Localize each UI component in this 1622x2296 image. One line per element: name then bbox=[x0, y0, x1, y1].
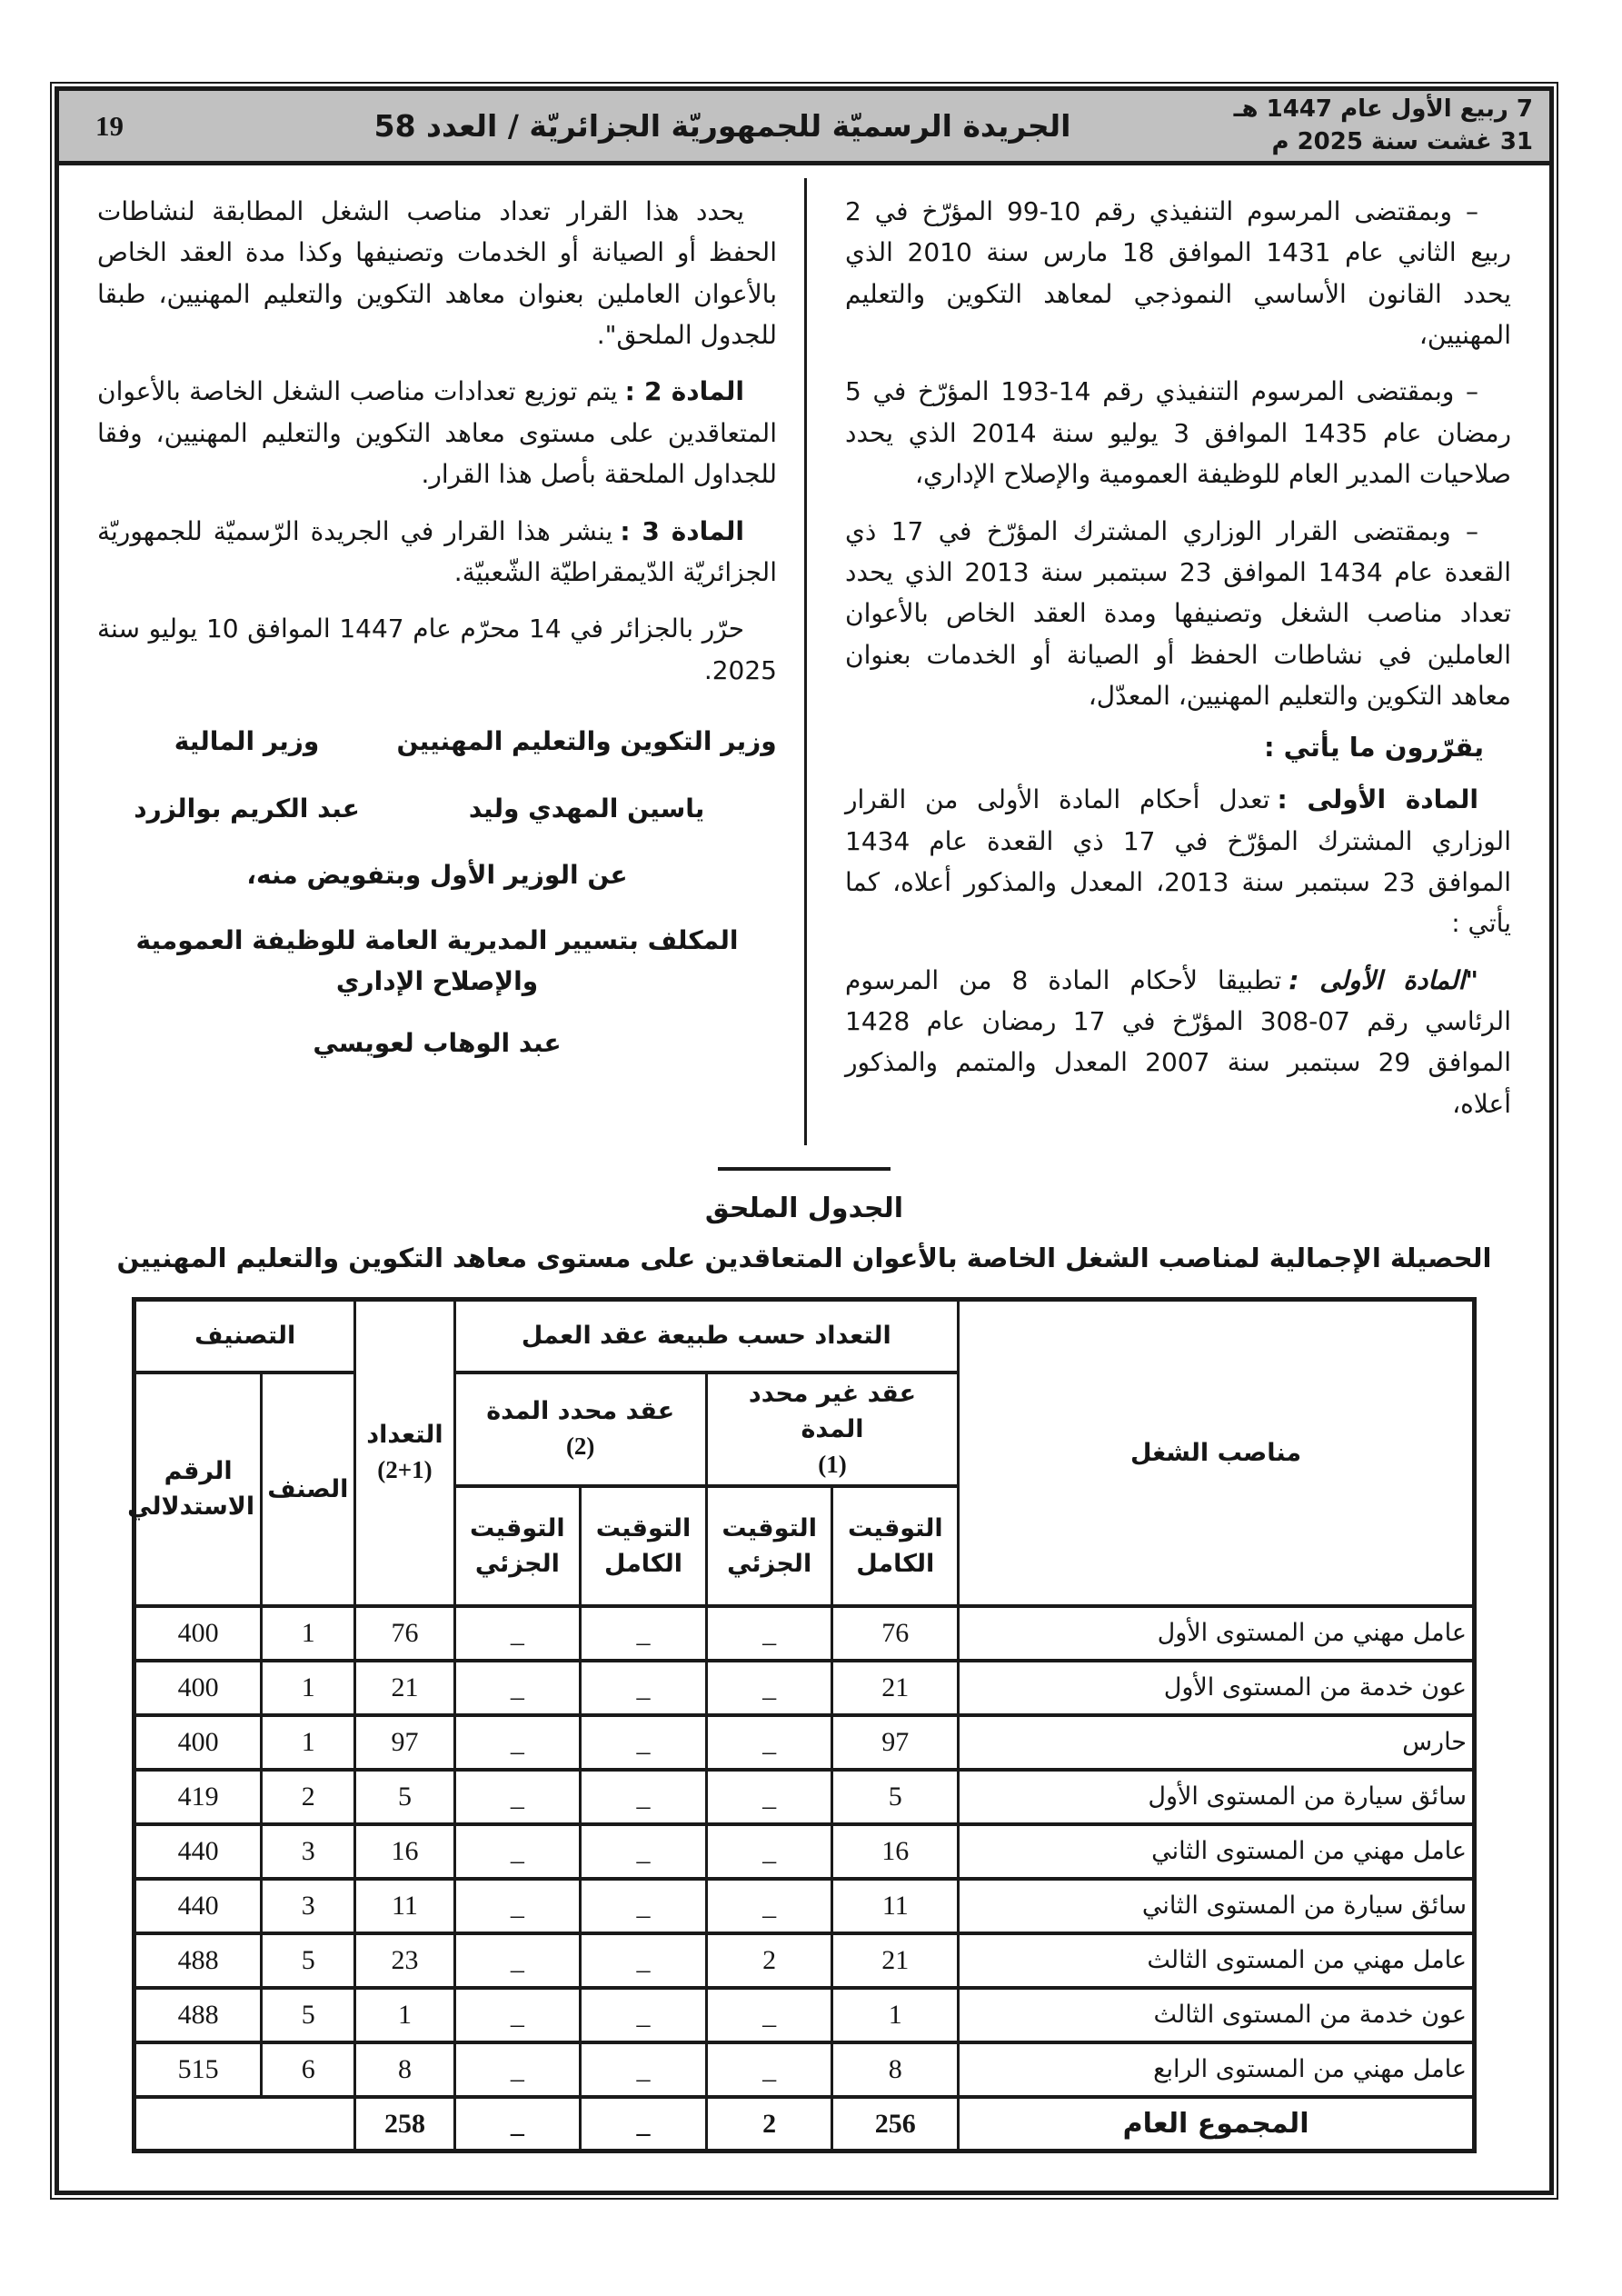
header-contract-indefinite: عقد غير محدد المدة (1) bbox=[706, 1373, 958, 1486]
total-pt2-cell: _ bbox=[454, 2097, 581, 2151]
pt2-cell: _ bbox=[454, 1715, 581, 1770]
table-row bbox=[134, 1661, 1475, 1715]
article-1-text: تعدل أحكام المادة الأولى من القرار الوزاري المشترك المؤرّخ في 17 ذي القعدة عام 1434 الموافق 23 سبتمبر سنة 2013، المعدل والمذكور أعلاه، كما يأتي : bbox=[845, 784, 1511, 939]
signed-at-paragraph: حرّر بالجزائر في 14 محرّم عام 1447 الموافق 10 يوليو سنة 2025. bbox=[97, 614, 777, 685]
quoted-article-paragraph bbox=[845, 960, 1511, 1124]
total-label-cell: المجموع العام bbox=[959, 2097, 1475, 2151]
quoted-article-label: "المادة الأولى : bbox=[1289, 964, 1479, 995]
category-cell: 6 bbox=[262, 2042, 355, 2097]
pt1-cell: _ bbox=[706, 1879, 832, 1933]
pt2-cell: _ bbox=[454, 1770, 581, 1824]
header-index-number: الرقم الاستدلالي bbox=[134, 1373, 262, 1606]
table-row bbox=[134, 1879, 1475, 1933]
job-cell: سائق سيارة من المستوى الثاني bbox=[959, 1879, 1475, 1933]
index-cell: 400 bbox=[134, 1661, 262, 1715]
article-separator bbox=[718, 1167, 891, 1171]
index-cell: 400 bbox=[134, 1606, 262, 1661]
decree-heading: يقرّرون ما يأتي : bbox=[1263, 732, 1484, 764]
ft2-cell: _ bbox=[581, 2042, 707, 2097]
pt2-cell: _ bbox=[454, 1988, 581, 2042]
ft2-cell: _ bbox=[581, 1933, 707, 1988]
annex-table-header bbox=[127, 1300, 1475, 1606]
pt2-cell: _ bbox=[454, 1606, 581, 1661]
header-count-by-contract: التعداد حسب طبيعة عقد العمل bbox=[454, 1300, 959, 1373]
minister-finance-name: عبد الكريم بوالزرد bbox=[134, 794, 360, 824]
table-row bbox=[134, 1770, 1475, 1824]
table-row bbox=[134, 1933, 1475, 1988]
pt1-cell: _ bbox=[706, 1661, 832, 1715]
job-cell: حارس bbox=[959, 1715, 1475, 1770]
article-2-label: المادة 2 : bbox=[624, 376, 744, 407]
date-gregorian: 31 غشت سنة 2025 م bbox=[1271, 127, 1533, 155]
header-category: الصنف bbox=[262, 1373, 355, 1606]
pt2-cell: _ bbox=[454, 1824, 581, 1879]
content-columns bbox=[59, 165, 1549, 1145]
category-cell: 5 bbox=[262, 1933, 355, 1988]
pt1-cell: _ bbox=[706, 1824, 832, 1879]
total-empty-cell bbox=[134, 2097, 355, 2151]
table-row bbox=[134, 1606, 1475, 1661]
page-frame bbox=[55, 86, 1554, 2195]
index-cell: 400 bbox=[134, 1715, 262, 1770]
job-cell: عامل مهني من المستوى الأول bbox=[959, 1606, 1475, 1661]
table-row bbox=[134, 1988, 1475, 2042]
minister-training-name: ياسين المهدي وليد bbox=[468, 794, 705, 824]
page-number: 19 bbox=[95, 109, 124, 142]
signature-names-row bbox=[97, 761, 777, 824]
visa-paragraph-2: – وبمقتضى المرسوم التنفيذي رقم 14-193 المؤرّخ في 5 رمضان عام 1435 الموافق 3 يوليو سنة 2014 الذي يحدد صلاحيات المدير العام للوظيفة العمومية والإصلاح الإداري، bbox=[845, 376, 1511, 490]
ft1-cell: 21 bbox=[832, 1933, 959, 1988]
minister-training-title: وزير التكوين والتعليم المهنيين bbox=[396, 725, 777, 756]
article-1-label: المادة الأولى : bbox=[1277, 784, 1479, 815]
ft2-cell: _ bbox=[581, 1606, 707, 1661]
article-1-continuation: يحدد هذا القرار تعداد مناصب الشغل المطابقة لنشاطات الحفظ أو الصيانة أو الخدمات وتصنيفها وكذا مدة العقد الخاص بالأعوان العاملين بعنوان معاهد التكوين والتعليم المهنيين، طبقا للجدول الملحق". bbox=[97, 196, 777, 351]
ft1-cell: 21 bbox=[832, 1661, 959, 1715]
ft1-cell: 1 bbox=[832, 1988, 959, 2042]
signature-titles-row bbox=[97, 722, 777, 761]
category-cell: 5 bbox=[262, 1988, 355, 2042]
ft2-cell: _ bbox=[581, 1824, 707, 1879]
category-cell: 1 bbox=[262, 1661, 355, 1715]
header-part-time-2: التوقيت الجزئي bbox=[454, 1486, 581, 1606]
pt1-cell: _ bbox=[706, 2042, 832, 2097]
pt1-cell: 2 bbox=[706, 1933, 832, 1988]
category-cell: 3 bbox=[262, 1824, 355, 1879]
ft1-cell: 8 bbox=[832, 2042, 959, 2097]
annex-subtitle: الحصيلة الإجمالية لمناصب الشغل الخاصة بالأعوان المتعاقدين على مستوى معاهد التكوين والتعليم المهنيين bbox=[116, 1243, 1492, 1273]
ft2-cell: _ bbox=[581, 1770, 707, 1824]
pt1-cell: _ bbox=[706, 1606, 832, 1661]
index-cell: 515 bbox=[134, 2042, 262, 2097]
index-cell: 419 bbox=[134, 1770, 262, 1824]
header-contract-fixed: عقد محدد المدة (2) bbox=[454, 1373, 706, 1486]
column-left bbox=[86, 178, 804, 1145]
article-2-paragraph bbox=[97, 371, 777, 494]
ft2-cell: _ bbox=[581, 1988, 707, 2042]
total-cell: 16 bbox=[355, 1824, 454, 1879]
header-part-time-1: التوقيت الجزئي bbox=[706, 1486, 832, 1606]
total-ft1-cell: 256 bbox=[832, 2097, 959, 2151]
pt1-cell: _ bbox=[706, 1770, 832, 1824]
table-row bbox=[134, 1824, 1475, 1879]
masthead-dates bbox=[1233, 94, 1533, 157]
index-cell: 488 bbox=[134, 1988, 262, 2042]
category-cell: 2 bbox=[262, 1770, 355, 1824]
job-cell: عون خدمة من المستوى الأول bbox=[959, 1661, 1475, 1715]
job-cell: عامل مهني من المستوى الثاني bbox=[959, 1824, 1475, 1879]
delegation-note: عن الوزير الأول وبتفويض منه، bbox=[246, 860, 628, 891]
total-cell: 23 bbox=[355, 1933, 454, 1988]
header-jobs: مناصب الشغل bbox=[959, 1300, 1475, 1606]
delegate-title: المكلف بتسيير المديرية العامة للوظيفة العمومية والإصلاح الإداري bbox=[135, 925, 739, 997]
header-full-time-1: التوقيت الكامل bbox=[832, 1486, 959, 1606]
table-row bbox=[134, 2042, 1475, 2097]
ft1-cell: 11 bbox=[832, 1879, 959, 1933]
category-cell: 1 bbox=[262, 1606, 355, 1661]
ft1-cell: 97 bbox=[832, 1715, 959, 1770]
article-1-paragraph bbox=[845, 779, 1511, 943]
index-cell: 488 bbox=[134, 1933, 262, 1988]
journal-title: الجريدة الرسميّة للجمهوريّة الجزائريّة / العدد 58 bbox=[373, 108, 1071, 144]
ft2-cell: _ bbox=[581, 1879, 707, 1933]
total-pt1-cell: 2 bbox=[706, 2097, 832, 2151]
pt1-cell: _ bbox=[706, 1715, 832, 1770]
signature-block bbox=[97, 722, 777, 1058]
pt2-cell: _ bbox=[454, 1879, 581, 1933]
annex-table-body bbox=[134, 1606, 1475, 2097]
pt1-cell: _ bbox=[706, 1988, 832, 2042]
total-cell: 76 bbox=[355, 1606, 454, 1661]
masthead bbox=[59, 91, 1549, 165]
total-cell: 21 bbox=[355, 1661, 454, 1715]
category-cell: 1 bbox=[262, 1715, 355, 1770]
total-sum-cell: 258 bbox=[355, 2097, 454, 2151]
total-cell: 8 bbox=[355, 2042, 454, 2097]
pt2-cell: _ bbox=[454, 1933, 581, 1988]
delegate-name: عبد الوهاب لعويسي bbox=[313, 1027, 562, 1058]
header-full-time-2: التوقيت الكامل bbox=[581, 1486, 707, 1606]
ft1-cell: 16 bbox=[832, 1824, 959, 1879]
total-cell: 1 bbox=[355, 1988, 454, 2042]
total-cell: 97 bbox=[355, 1715, 454, 1770]
header-total: التعداد (2+1) bbox=[355, 1300, 454, 1606]
article-3-label: المادة 3 : bbox=[620, 515, 744, 546]
annex-table bbox=[127, 1297, 1477, 2153]
index-cell: 440 bbox=[134, 1824, 262, 1879]
job-cell: عون خدمة من المستوى الثالث bbox=[959, 1988, 1475, 2042]
annex-title: الجدول الملحق bbox=[704, 1193, 904, 1224]
job-cell: عامل مهني من المستوى الثالث bbox=[959, 1933, 1475, 1988]
ft1-cell: 5 bbox=[832, 1770, 959, 1824]
category-cell: 3 bbox=[262, 1879, 355, 1933]
pt2-cell: _ bbox=[454, 1661, 581, 1715]
table-total-row bbox=[134, 2097, 1475, 2151]
job-cell: عامل مهني من المستوى الرابع bbox=[959, 2042, 1475, 2097]
visa-paragraph-1: – وبمقتضى المرسوم التنفيذي رقم 10-99 المؤرّخ في 2 ربيع الثاني عام 1431 الموافق 18 مارس سنة 2010 الذي يحدد القانون الأساسي النموذجي لمعاهد التكوين والتعليم المهنيين، bbox=[845, 196, 1511, 351]
date-hijri: 7 ربيع الأول عام 1447 هـ bbox=[1233, 95, 1533, 124]
total-cell: 5 bbox=[355, 1770, 454, 1824]
visa-paragraph-3: – وبمقتضى القرار الوزاري المشترك المؤرّخ في 17 ذي القعدة عام 1434 الموافق 23 سبتمبر سنة 2013 الذي يحدد تعداد مناصب الشغل وتصنيفها ومدة العقد الخاص بالأعوان العاملين في نشاطات الحفظ أو الصيانة أو الخدمات بعنوان معاهد التكوين والتعليم المهنيين، المعدّل، bbox=[845, 515, 1511, 711]
pt2-cell: _ bbox=[454, 2042, 581, 2097]
column-right bbox=[804, 178, 1522, 1145]
total-cell: 11 bbox=[355, 1879, 454, 1933]
index-cell: 440 bbox=[134, 1879, 262, 1933]
ft2-cell: _ bbox=[581, 1715, 707, 1770]
minister-finance-title: وزير المالية bbox=[174, 725, 320, 756]
job-cell: سائق سيارة من المستوى الأول bbox=[959, 1770, 1475, 1824]
ft2-cell: _ bbox=[581, 1661, 707, 1715]
article-3-paragraph bbox=[97, 511, 777, 594]
table-row bbox=[134, 1715, 1475, 1770]
quoted-article-text: تطبيقا لأحكام المادة 8 من المرسوم الرئاسي رقم 07-308 المؤرّخ في 17 رمضان عام 1428 الموافق 29 سبتمبر سنة 2007 المعدل والمتمم والمذكور أعلاه، bbox=[845, 964, 1511, 1119]
ft1-cell: 76 bbox=[832, 1606, 959, 1661]
header-classification: التصنيف bbox=[134, 1300, 355, 1373]
article-2-text: يتم توزيع تعدادات مناصب الشغل الخاصة بالأعوان المتعاقدين على مستوى معاهد التكوين والتعليم المهنيين، وفقا للجداول الملحقة بأصل هذا القرار. bbox=[97, 376, 777, 490]
total-ft2-cell: _ bbox=[581, 2097, 707, 2151]
article-3-text: ينشر هذا القرار في الجريدة الرّسميّة للجمهوريّة الجزائريّة الدّيمقراطيّة الشّعبيّة. bbox=[97, 515, 777, 587]
